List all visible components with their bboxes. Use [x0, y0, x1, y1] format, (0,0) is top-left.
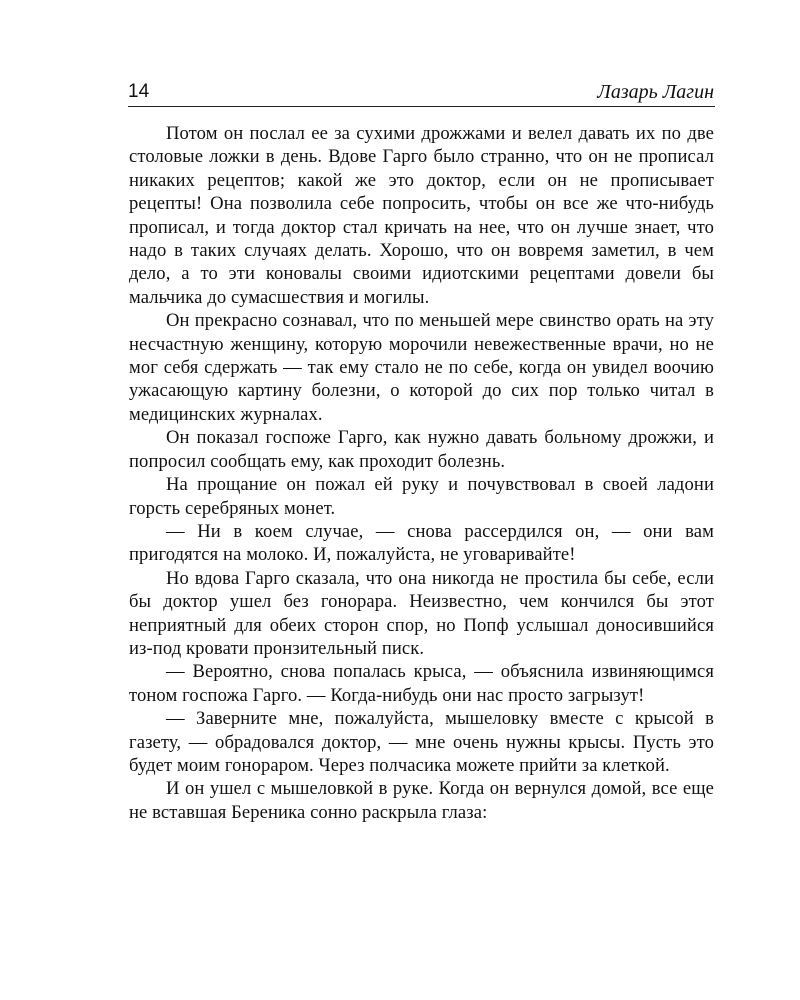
paragraph: И он ушел с мышеловкой в руке. Когда он вернулся домой, все еще не вставшая Береника сонно раскрыла глаза: — [129, 778, 714, 823]
paragraph: Потом он послал ее за сухими дрожжами и велел давать их по две столовые ложки в день. Вдове Гарго было странно, что он не прописал никаких рецептов; какой же это доктор, если он не прописывает рецепты! Она позволила себе попросить, чтобы он все же что-нибудь прописал, и тогда доктор стал кричать на нее, что он лучше знает, что надо в таких случаях делать. Хорошо, что он вовремя заметил, в чем дело, а то эти коновалы своими идиотскими рецептами довели бы мальчика до сумасшествия и могилы. — [129, 123, 714, 308]
paragraph: Он прекрасно сознавал, что по меньшей мере свинство орать на эту несчастную женщину, которую морочили невежественные врачи, но не мог себя сдержать — так ему стало не по себе, когда он увидел воочию ужасающую картину болезни, о которой до сих пор только читал в медицинских журналах. — [129, 310, 714, 425]
header-rule — [128, 106, 715, 107]
running-title: Лазарь Лагин — [597, 81, 714, 103]
paragraph: — Вероятно, снова попалась крыса, — объяснила извиняющимся тоном госпожа Гарго. — Когда-нибудь они нас просто загрызут! — [129, 661, 714, 706]
paragraph: — Заверните мне, пожалуйста, мышеловку вместе с крысой в газету, — обрадовался доктор, — мне очень нужны крысы. Пусть это будет моим гонораром. Через полчасика можете прийти за клеткой. — [129, 708, 714, 776]
paragraph: На прощание он пожал ей руку и почувствовал в своей ладони горсть серебряных монет. — [129, 474, 714, 519]
text-body — [129, 122, 714, 824]
paragraph: Он показал госпоже Гарго, как нужно давать больному дрожжи, и попросил сообщать ему, как проходит болезнь. — [129, 427, 714, 472]
paragraph: Но вдова Гарго сказала, что она никогда не простила бы себе, если бы доктор ушел без гонорара. Неизвестно, чем кончился бы этот неприятный для обеих сторон спор, но Попф услышал доносившийся из-под кровати пронзительный писк. — [129, 567, 714, 659]
page-number: 14 — [128, 81, 150, 102]
paragraph: — Ни в коем случае, — снова рассердился он, — они вам пригодятся на молоко. И, пожалуйста, не уговаривайте! — [129, 520, 714, 566]
running-head — [128, 80, 714, 106]
